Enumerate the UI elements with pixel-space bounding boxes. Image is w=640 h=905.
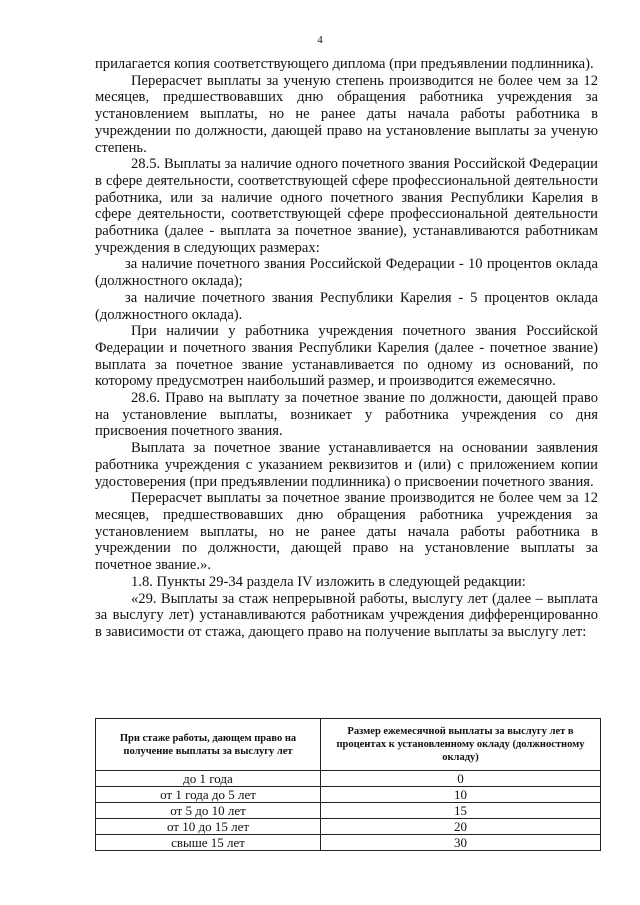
paragraph: 1.8. Пункты 29-34 раздела IV изложить в следующей редакции: — [131, 573, 526, 590]
paragraph: «29. Выплаты за стаж непрерывной работы, выслугу лет (далее – выплата за выслугу лет) устанавливаются работникам учреждения дифференцированно в зависимости от стажа, дающего право на получение выплаты за выслугу лет: — [95, 590, 598, 640]
paragraph: за наличие почетного звания Российской Федерации - 10 процентов оклада (должностного оклада); — [95, 256, 598, 290]
body-text — [95, 56, 598, 641]
cell-percent: 0 — [321, 771, 601, 787]
cell-percent: 20 — [321, 819, 601, 835]
table-row — [96, 803, 601, 819]
cell-percent: 10 — [321, 787, 601, 803]
cell-stage: до 1 года — [96, 771, 321, 787]
table-header-row — [96, 719, 601, 771]
column-header-percent: Размер ежемесячной выплаты за выслугу лет в процентах к установленному окладу (должностному окладу) — [321, 719, 601, 771]
cell-stage: от 5 до 10 лет — [96, 803, 321, 819]
table-row — [96, 819, 601, 835]
table-row — [96, 787, 601, 803]
cell-percent: 30 — [321, 835, 601, 851]
paragraph: Перерасчет выплаты за ученую степень производится не более чем за 12 месяцев, предшествовавших дню обращения работника учреждения за установлением выплаты, но не ранее даты начала работы работника в учреждении по должности, дающей право на установление выплаты за ученую степень. — [95, 72, 598, 156]
paragraph: прилагается копия соответствующего диплома (при предъявлении подлинника). — [95, 56, 594, 72]
paragraph: 28.6. Право на выплату за почетное звание по должности, дающей право на установление выплаты, возникает у работника учреждения со дня присвоения почетного звания. — [95, 390, 598, 440]
column-header-stage: При стаже работы, дающем право на получение выплаты за выслугу лет — [96, 719, 321, 771]
cell-stage: от 10 до 15 лет — [96, 819, 321, 835]
page-number: 4 — [317, 34, 323, 46]
paragraph: Перерасчет выплаты за почетное звание производится не более чем за 12 месяцев, предшествовавших дню обращения работника учреждения за установлением выплаты, но не ранее даты начала работы работника в учреждении по должности, дающей право на установление выплаты за почетное звание.». — [95, 490, 598, 574]
paragraph: за наличие почетного звания Республики Карелия - 5 процентов оклада (должностного оклада). — [95, 289, 598, 323]
paragraph: Выплата за почетное звание устанавливается на основании заявления работника учреждения с указанием реквизитов и (или) с приложением копии удостоверения (при предъявлении подлинника) о присвоении почетного звания. — [95, 440, 598, 490]
table-row — [96, 835, 601, 851]
seniority-pay-table — [95, 718, 601, 851]
cell-stage: свыше 15 лет — [96, 835, 321, 851]
cell-percent: 15 — [321, 803, 601, 819]
paragraph: При наличии у работника учреждения почетного звания Российской Федерации и почетного звания Республики Карелия (далее - почетное звание) выплата за почетное звание устанавливается по одному из оснований, по которому предусмотрен наибольший размер, и производится ежемесячно. — [95, 323, 598, 390]
cell-stage: от 1 года до 5 лет — [96, 787, 321, 803]
table-row — [96, 771, 601, 787]
paragraph: 28.5. Выплаты за наличие одного почетного звания Российской Федерации в сфере деятельности, соответствующей сфере профессиональной деятельности работника, или за наличие одного почетного звания Республики Карелия в сфере деятельности, соответствующей сфере профессиональной деятельности работника (далее - выплата за почетное звание), устанавливаются работникам учреждения в следующих размерах: — [95, 156, 598, 256]
